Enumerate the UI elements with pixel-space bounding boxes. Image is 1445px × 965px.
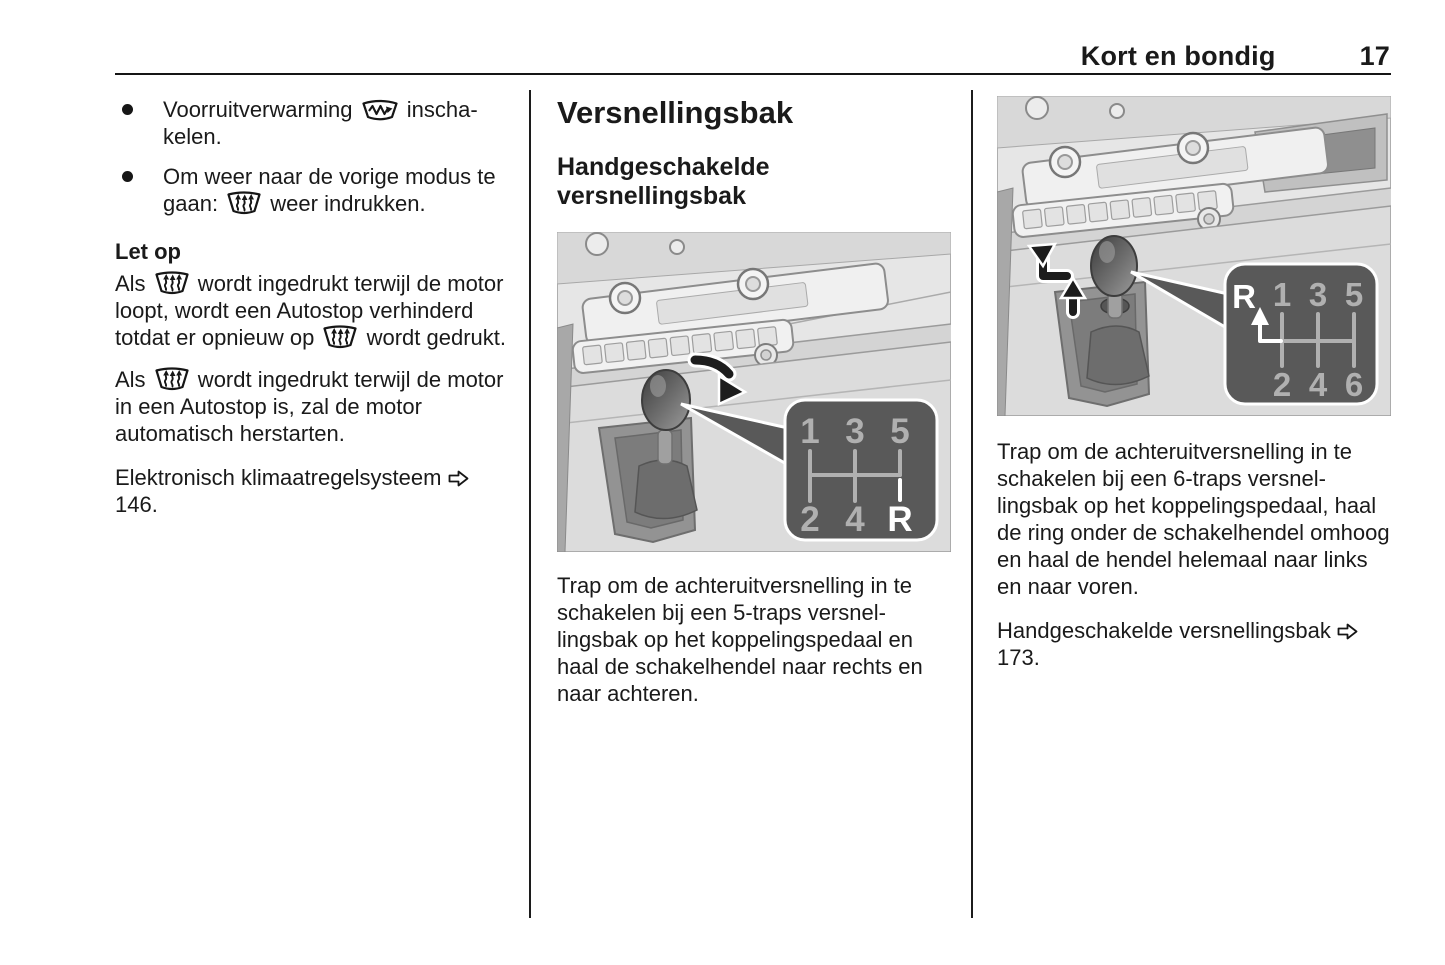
bullet-list [115,96,515,217]
left-column [115,96,515,518]
header-rule [115,73,1391,75]
note-paragraph: Als wordt ingedrukt terwijl de motor in een Autostop is, zal de motor automatisch herstarten. [115,367,504,446]
figure-caption-paragraph: Trap om de achteruitversnelling in te schakelen bij een 5-traps versnel-lingsbak op het koppelingspedaal en haal de schakelhendel naar rechts en naar achteren. [557,573,923,706]
subsection-heading: Handgeschakelde versnellingsbak [557,153,770,210]
gear-label: 5 [890,412,910,451]
section-heading: Versnellingsbak [557,95,794,130]
note-paragraph: Als wordt ingedrukt terwijl de motor loopt, wordt een Autostop verhinderd totdat er opnieuw op wordt gedrukt. [115,271,506,350]
page-number: 17 [1359,41,1390,71]
gear-boot [635,460,697,519]
bullet-text: Om weer naar de vorige modus te gaan: weer indrukken. [163,164,496,216]
gear-label: 6 [1344,366,1364,403]
column-divider-left [529,90,531,918]
page-reference-arrow-icon [448,470,469,487]
list-item [115,96,515,150]
gear-label: 4 [845,500,865,539]
gear-label: 1 [1272,276,1292,313]
page-reference: Handgeschakelde versnellingsbak 173. [997,617,1391,671]
vent-knob [1026,97,1048,119]
heated-windshield-icon [361,98,399,122]
gear-label: 3 [845,412,865,451]
gear-knob [1091,236,1137,296]
chapter-title: Kort en bondig [1080,41,1276,71]
gear-label: 2 [800,500,820,539]
windshield-defrost-icon [154,366,190,392]
note-title: Let op [115,239,181,264]
gear-knob [642,370,690,430]
bullet-icon [115,96,163,150]
gear-label: 3 [1308,276,1328,313]
figure-manual-gearshift-5-speed [557,232,951,552]
middle-column [557,96,951,707]
gear-label-reverse: R [887,500,913,539]
gearshift-illustration-6-speed [997,96,1391,416]
gear-label: 1 [800,412,820,451]
gearshift-illustration-5-speed [557,232,951,552]
windshield-defrost-icon [154,270,190,296]
gear-label: 4 [1308,366,1328,403]
bullet-icon [115,163,163,217]
page-header [1081,41,1390,72]
page-reference: Elektronisch klimaatregelsysteem 146. [115,464,515,518]
page-reference-arrow-icon [1337,623,1358,640]
figure-manual-gearshift-6-speed [997,96,1391,416]
windshield-defrost-icon [226,190,262,216]
column-divider-right [971,90,973,918]
list-item [115,163,515,217]
gear-label: 2 [1272,366,1292,403]
right-column [997,96,1391,671]
gear-label: 5 [1344,276,1364,313]
bullet-text: Voorruitverwarming inscha-kelen. [163,97,478,149]
vent-knob [586,233,608,255]
gear-label-reverse: R [1232,278,1256,315]
figure-caption-paragraph: Trap om de achteruitversnelling in te schakelen bij een 6-traps versnel-lingsbak op het koppelingspedaal, haal de ring onder de schakelhendel omhoog en haal de hendel helemaal naar links en naar voren. [997,439,1390,599]
gear-boot [1087,326,1149,385]
windshield-defrost-icon [322,324,358,350]
